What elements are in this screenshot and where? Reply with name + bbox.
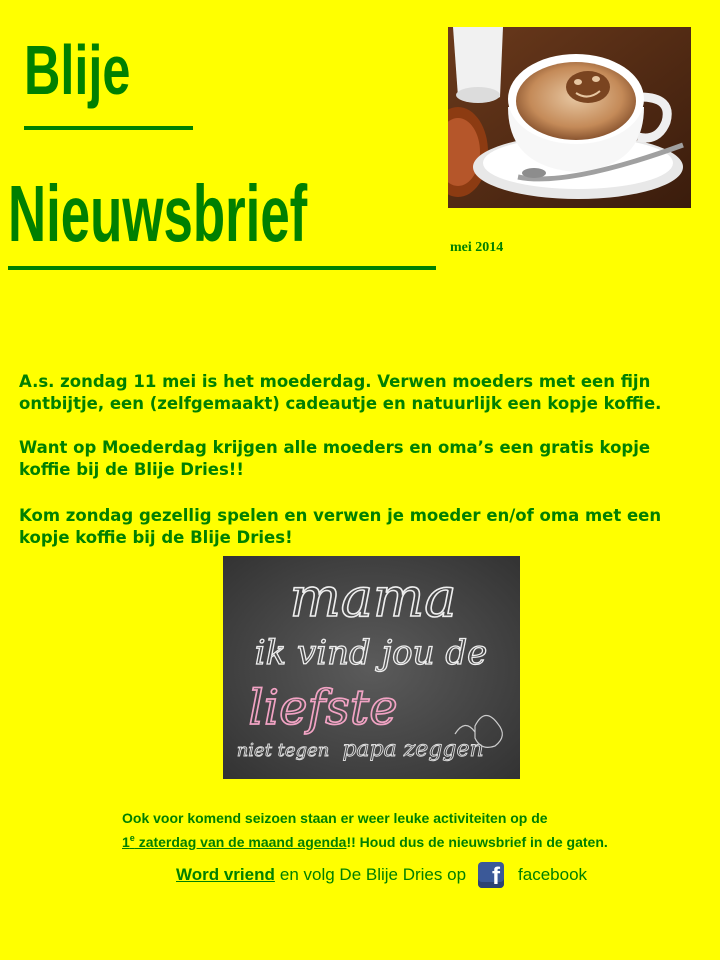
- agenda-link[interactable]: [122, 834, 346, 850]
- newsletter-title-line2: Nieuwsbrief: [8, 169, 308, 258]
- agenda-link-sup: e: [129, 833, 135, 843]
- chalk-text-line2: ik vind jou de: [254, 633, 488, 673]
- chalk-text-liefste: liefste: [248, 680, 398, 736]
- activities-line2-rest: !! Houd dus de nieuwsbrief in de gaten.: [346, 834, 608, 850]
- paragraph-mothers-day: A.s. zondag 11 mei is het moederdag. Verwen moeders met een fijn ontbijtje, een (zelfgemaakt) cadeautje en natuurlijk een kopje koffie.: [19, 372, 662, 413]
- activities-line1: Ook voor komend seizoen staan er weer leuke activiteiten op de: [122, 810, 548, 826]
- facebook-label[interactable]: facebook: [518, 865, 588, 884]
- social-line: [176, 862, 587, 888]
- agenda-link-num: 1: [122, 834, 130, 850]
- chalk-text-line4: niet tegen: [236, 740, 330, 761]
- newsletter-title-line1: Blije: [24, 31, 131, 109]
- activities-line2: [122, 827, 702, 853]
- paragraph-invitation: Kom zondag gezellig spelen en verwen je moeder en/of oma met een kopje koffie bij de Blije Dries!: [19, 506, 662, 547]
- chalk-text-mama: mama: [289, 566, 457, 629]
- title-line2-underline: [8, 266, 436, 270]
- agenda-link-text: zaterdag van de maand agenda: [134, 834, 347, 850]
- word-vriend-link[interactable]: Word vriend: [176, 865, 275, 884]
- issue-date: mei 2014: [450, 240, 504, 255]
- coffee-cup-photo: [448, 27, 691, 208]
- title-line1-underline: [24, 126, 193, 130]
- social-text: en volg De Blije Dries op: [279, 865, 467, 884]
- chalkboard-photo: [223, 556, 520, 779]
- facebook-icon[interactable]: f: [478, 862, 504, 888]
- chalk-text-line5: papa zeggen: [342, 737, 484, 762]
- paragraph-free-coffee: Want op Moederdag krijgen alle moeders en oma’s een gratis kopje koffie bij de Blije Dries!!: [19, 438, 651, 479]
